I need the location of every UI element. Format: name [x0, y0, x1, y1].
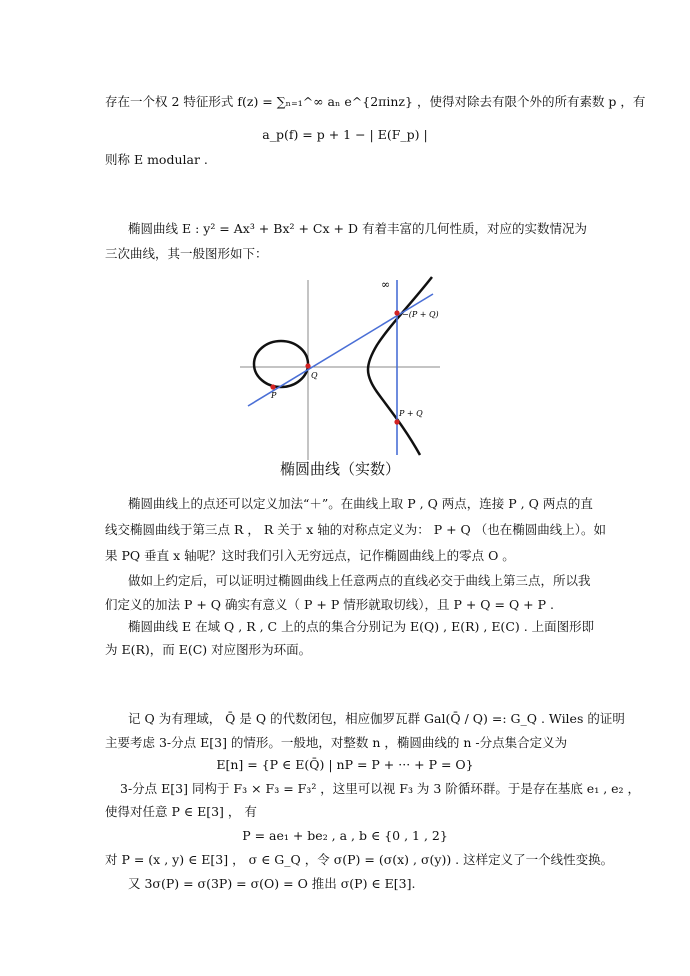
- label-neg-sum: −(P + Q): [402, 310, 439, 319]
- text-line-3: 则称 E modular .: [105, 152, 208, 167]
- figure-caption: 椭圆曲线（实数）: [279, 460, 400, 478]
- formula-en: E[n] = {P ∈ E(Q̄) | nP = P + ··· + P = O}: [216, 757, 474, 772]
- label-q: Q: [311, 371, 318, 380]
- label-sum: P + Q: [399, 409, 423, 418]
- formula-basis: P = ae₁ + be₂ , a , b ∈ {0 , 1 , 2}: [242, 828, 448, 843]
- label-infinity: ∞: [381, 278, 391, 291]
- point-sum: [394, 419, 399, 424]
- text-line-11: 椭圆曲线 E 在域 Q , R , C 上的点的集合分别记为 E(Q) , E(R) , E(C) . 上面图形即: [128, 619, 595, 634]
- text-line-4: 椭圆曲线 E : y² = Ax³ + Bx² + Cx + D 有着丰富的几何性质，对应的实数情况为: [128, 221, 587, 236]
- text-line-20: 又 3σ(P) = σ(3P) = σ(O) = O 推出 σ(P) ∈ E[3].: [128, 876, 416, 891]
- text-line-5: 三次曲线，其一般图形如下：: [105, 246, 268, 261]
- text-line-12: 为 E(R)，而 E(C) 对应图形为环面。: [105, 642, 312, 657]
- text-line-7: 线交椭圆曲线于第三点 R ， R 关于 x 轴的对称点定义为： P + Q （也在椭圆曲线上）。如: [105, 522, 606, 537]
- formula-ap: a_p(f) = p + 1 − | E(F_p) |: [262, 127, 428, 142]
- text-line-19: 对 P = (x , y) ∈ E[3] ， σ ∈ G_Q ，令 σ(P) = (σ(x) , σ(y)) . 这样定义了一个线性变换。: [105, 852, 614, 867]
- curve-oval: [254, 341, 308, 387]
- label-p: P: [271, 391, 277, 400]
- text-line-14: 主要考虑 3-分点 E[3] 的情形。一般地，对整数 n ，椭圆曲线的 n -分点集合定义为: [105, 735, 568, 750]
- elliptic-curve-svg: [240, 270, 440, 460]
- point-p: [270, 384, 275, 389]
- text-line-13: 记 Q 为有理域， Q̄ 是 Q 的代数闭包，相应伽罗瓦群 Gal(Q̄ / Q) =: G_Q . Wiles 的证明: [128, 711, 625, 726]
- text-line-9: 做如上约定后，可以证明过椭圆曲线上任意两点的直线必交于曲线上第三点，所以我: [128, 573, 591, 588]
- text-line-17: 使得对任意 P ∈ E[3] ， 有: [105, 804, 257, 819]
- text-line-1: 存在一个权 2 特征形式 f(z) = ∑ₙ₌₁^∞ aₙ e^{2πinz} ，使得对除去有限个外的所有素数 p ，有: [105, 94, 646, 109]
- text-line-8: 果 PQ 垂直 x 轴呢？这时我们引入无穷远点，记作椭圆曲线上的零点 O 。: [105, 548, 515, 563]
- elliptic-curve-figure: [240, 270, 440, 485]
- text-line-10: 们定义的加法 P + Q 确实有意义（ P + P 情形就取切线），且 P + Q = Q + P .: [105, 597, 554, 612]
- point-q: [305, 363, 310, 368]
- curve-branch: [368, 277, 432, 455]
- point-neg-sum: [394, 310, 399, 315]
- text-line-6: 椭圆曲线上的点还可以定义加法“＋”。在曲线上取 P , Q 两点，连接 P , Q 两点的直: [128, 496, 593, 511]
- text-line-16: 3-分点 E[3] 同构于 F₃ × F₃ = F₃² ，这里可以视 F₃ 为 3 阶循环群。于是存在基底 e₁ , e₂ ，: [120, 781, 641, 796]
